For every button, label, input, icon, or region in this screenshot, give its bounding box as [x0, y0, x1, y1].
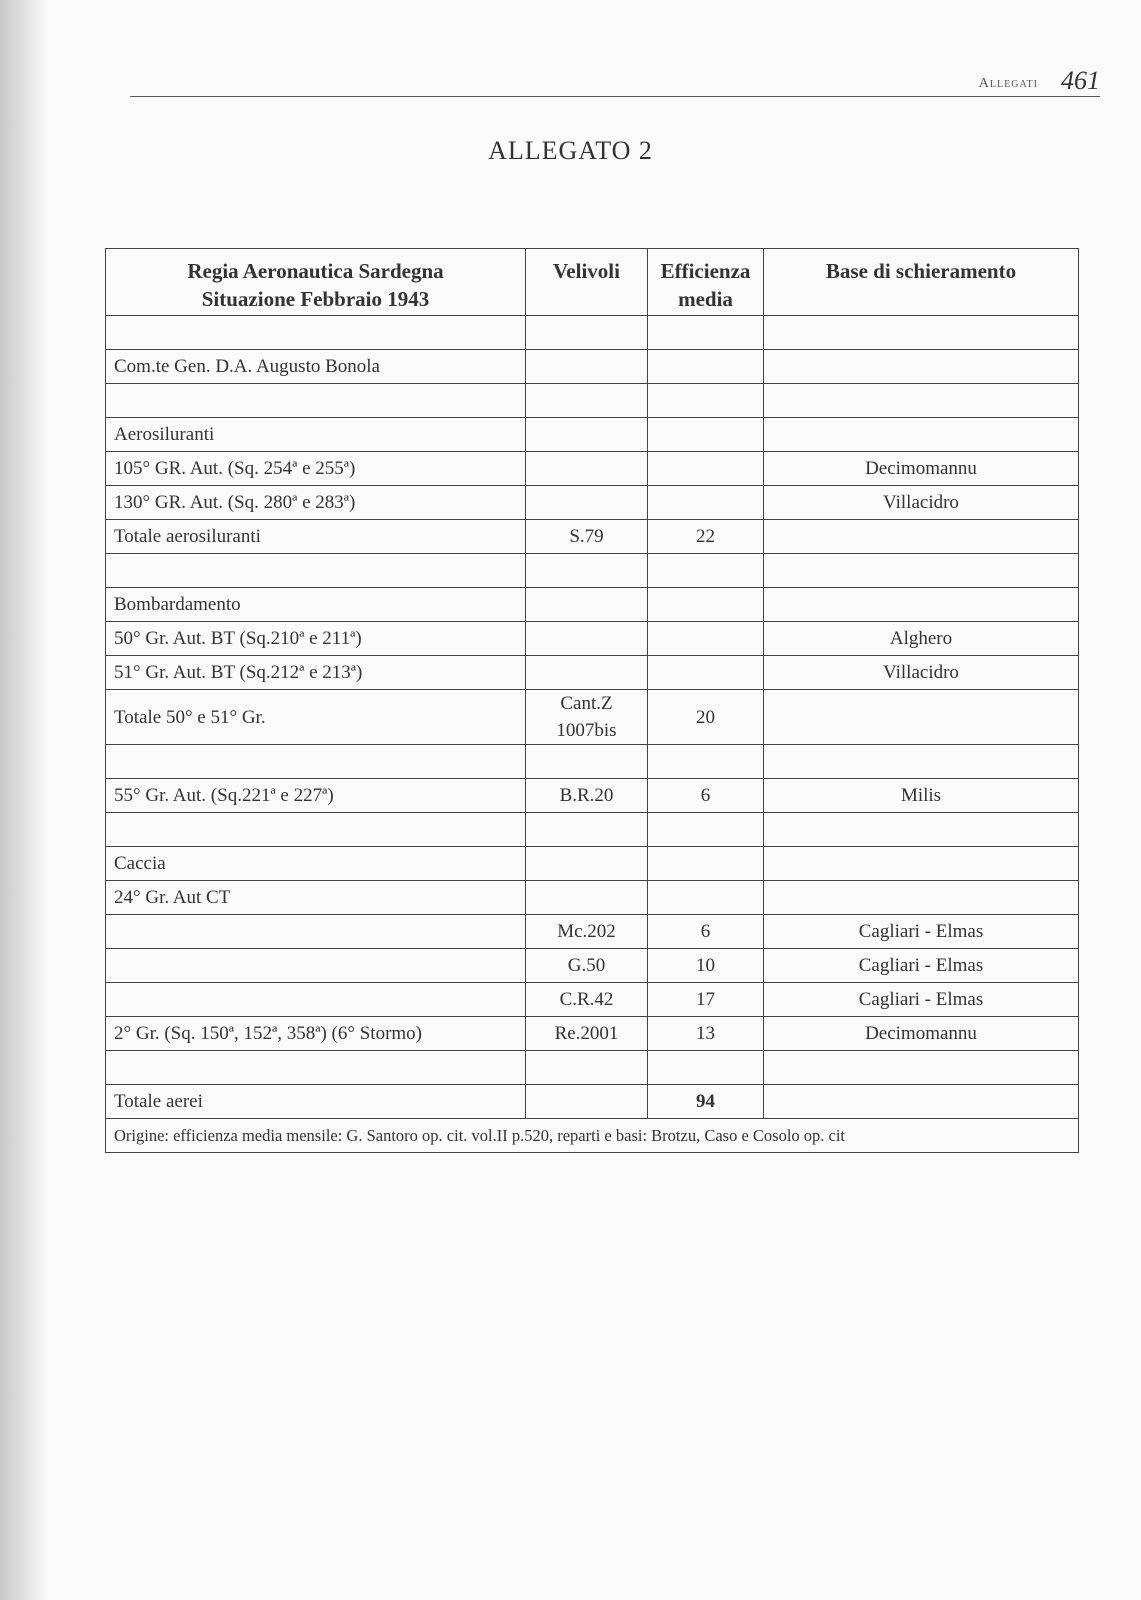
- deployment-table: [105, 248, 1079, 1153]
- book-spine-shadow: [0, 0, 48, 1600]
- cell-unit: Totale aerosiluranti: [106, 520, 526, 554]
- cell-unit: 105° GR. Aut. (Sq. 254ª e 255ª): [106, 452, 526, 486]
- cell-efficiency: [648, 622, 764, 656]
- cell-efficiency: [648, 588, 764, 622]
- table-row: [106, 350, 1079, 384]
- table-row: [106, 813, 1079, 847]
- cell-aircraft-line2: 1007bis: [556, 720, 617, 741]
- cell-base: Villacidro: [764, 656, 1079, 690]
- table-row: [106, 316, 1079, 350]
- table-row: [106, 983, 1079, 1017]
- cell-base: [764, 418, 1079, 452]
- cell-efficiency: [648, 350, 764, 384]
- cell-aircraft: G.50: [526, 949, 648, 983]
- table-row: [106, 452, 1079, 486]
- cell-unit: [106, 384, 526, 418]
- cell-aircraft: B.R.20: [526, 779, 648, 813]
- cell-base: [764, 316, 1079, 350]
- table-row: [106, 418, 1079, 452]
- cell-unit: Aerosiluranti: [106, 418, 526, 452]
- cell-unit: Bombardamento: [106, 588, 526, 622]
- cell-efficiency: [648, 486, 764, 520]
- cell-efficiency: [648, 656, 764, 690]
- cell-unit: [106, 949, 526, 983]
- cell-unit: Caccia: [106, 847, 526, 881]
- cell-aircraft: [526, 1051, 648, 1085]
- cell-aircraft: [526, 384, 648, 418]
- cell-unit: [106, 745, 526, 779]
- cell-efficiency: [648, 745, 764, 779]
- cell-efficiency: [648, 881, 764, 915]
- table-row: [106, 915, 1079, 949]
- cell-aircraft: S.79: [526, 520, 648, 554]
- table-row: [106, 622, 1079, 656]
- source-note: Origine: efficienza media mensile: G. Santoro op. cit. vol.II p.520, reparti e basi: Brotzu, Caso e Cosolo op. cit: [106, 1119, 1079, 1153]
- table-row: [106, 1051, 1079, 1085]
- section-title: Allegati: [978, 76, 1038, 91]
- cell-unit: [106, 813, 526, 847]
- cell-base: [764, 1085, 1079, 1119]
- cell-base: [764, 554, 1079, 588]
- table-row: [106, 384, 1079, 418]
- cell-efficiency: [648, 316, 764, 350]
- cell-unit: 130° GR. Aut. (Sq. 280ª e 283ª): [106, 486, 526, 520]
- cell-unit: [106, 316, 526, 350]
- cell-aircraft: [526, 881, 648, 915]
- cell-base: [764, 588, 1079, 622]
- cell-efficiency: [648, 554, 764, 588]
- table-row: [106, 745, 1079, 779]
- cell-base: Cagliari - Elmas: [764, 983, 1079, 1017]
- table-row: [106, 847, 1079, 881]
- cell-unit: 2° Gr. (Sq. 150ª, 152ª, 358ª) (6° Stormo): [106, 1017, 526, 1051]
- cell-base: Milis: [764, 779, 1079, 813]
- cell-efficiency: 10: [648, 949, 764, 983]
- cell-efficiency: [648, 847, 764, 881]
- cell-efficiency-total: 94: [648, 1085, 764, 1119]
- cell-aircraft: [526, 1085, 648, 1119]
- cell-base: [764, 881, 1079, 915]
- cell-unit: 50° Gr. Aut. BT (Sq.210ª e 211ª): [106, 622, 526, 656]
- cell-base: [764, 745, 1079, 779]
- table-row: [106, 1017, 1079, 1051]
- cell-efficiency: 13: [648, 1017, 764, 1051]
- cell-unit: [106, 554, 526, 588]
- cell-unit: Totale aerei: [106, 1085, 526, 1119]
- cell-base: [764, 690, 1079, 745]
- table-row: [106, 554, 1079, 588]
- header-efficiency-line2: media: [678, 287, 733, 311]
- cell-aircraft: [526, 350, 648, 384]
- running-head: [130, 62, 1100, 97]
- cell-efficiency: [648, 1051, 764, 1085]
- cell-unit: 24° Gr. Aut CT: [106, 881, 526, 915]
- cell-base: [764, 384, 1079, 418]
- cell-aircraft: [526, 554, 648, 588]
- header-aircraft: Velivoli: [526, 249, 648, 316]
- cell-efficiency: [648, 384, 764, 418]
- cell-base: [764, 1051, 1079, 1085]
- cell-efficiency: 6: [648, 779, 764, 813]
- cell-aircraft: Mc.202: [526, 915, 648, 949]
- cell-efficiency: [648, 418, 764, 452]
- cell-base: Cagliari - Elmas: [764, 915, 1079, 949]
- header-unit: [106, 249, 526, 316]
- cell-unit: [106, 915, 526, 949]
- cell-aircraft: [526, 486, 648, 520]
- page-number: 461: [1061, 66, 1100, 95]
- cell-unit: Totale 50° e 51° Gr.: [106, 690, 526, 745]
- cell-unit: Com.te Gen. D.A. Augusto Bonola: [106, 350, 526, 384]
- cell-aircraft: [526, 847, 648, 881]
- cell-base: [764, 813, 1079, 847]
- cell-base: [764, 520, 1079, 554]
- table-row: [106, 690, 1079, 745]
- table-row: [106, 656, 1079, 690]
- page-title: ALLEGATO 2: [488, 136, 653, 165]
- cell-aircraft: [526, 418, 648, 452]
- cell-base: [764, 847, 1079, 881]
- table-row: [106, 779, 1079, 813]
- cell-aircraft: [526, 588, 648, 622]
- header-efficiency: [648, 249, 764, 316]
- cell-base: Villacidro: [764, 486, 1079, 520]
- cell-aircraft: [526, 452, 648, 486]
- table-row: [106, 881, 1079, 915]
- table-note-row: [106, 1119, 1079, 1153]
- cell-efficiency: 17: [648, 983, 764, 1017]
- table-row: [106, 588, 1079, 622]
- cell-efficiency: [648, 813, 764, 847]
- cell-unit: [106, 1051, 526, 1085]
- header-base: Base di schieramento: [764, 249, 1079, 316]
- header-unit-line1: Regia Aeronautica Sardegna: [187, 259, 444, 283]
- cell-aircraft: [526, 690, 648, 745]
- header-efficiency-line1: Efficienza: [660, 259, 751, 283]
- cell-aircraft: C.R.42: [526, 983, 648, 1017]
- table-row: [106, 949, 1079, 983]
- cell-base: Alghero: [764, 622, 1079, 656]
- cell-aircraft: [526, 813, 648, 847]
- cell-aircraft: [526, 656, 648, 690]
- table-row: [106, 520, 1079, 554]
- cell-unit: [106, 983, 526, 1017]
- cell-aircraft-line1: Cant.Z: [560, 693, 613, 714]
- cell-aircraft: Re.2001: [526, 1017, 648, 1051]
- cell-aircraft: [526, 316, 648, 350]
- cell-unit: 51° Gr. Aut. BT (Sq.212ª e 213ª): [106, 656, 526, 690]
- cell-efficiency: 6: [648, 915, 764, 949]
- cell-aircraft: [526, 622, 648, 656]
- cell-efficiency: 22: [648, 520, 764, 554]
- cell-aircraft: [526, 745, 648, 779]
- cell-efficiency: [648, 452, 764, 486]
- header-unit-line2: Situazione Febbraio 1943: [201, 287, 430, 311]
- cell-unit: 55° Gr. Aut. (Sq.221ª e 227ª): [106, 779, 526, 813]
- table-header-row: [106, 249, 1079, 316]
- cell-base: Cagliari - Elmas: [764, 949, 1079, 983]
- table-row: [106, 486, 1079, 520]
- cell-efficiency: 20: [648, 690, 764, 745]
- cell-base: Decimomannu: [764, 1017, 1079, 1051]
- cell-base: Decimomannu: [764, 452, 1079, 486]
- cell-base: [764, 350, 1079, 384]
- table-row-total: [106, 1085, 1079, 1119]
